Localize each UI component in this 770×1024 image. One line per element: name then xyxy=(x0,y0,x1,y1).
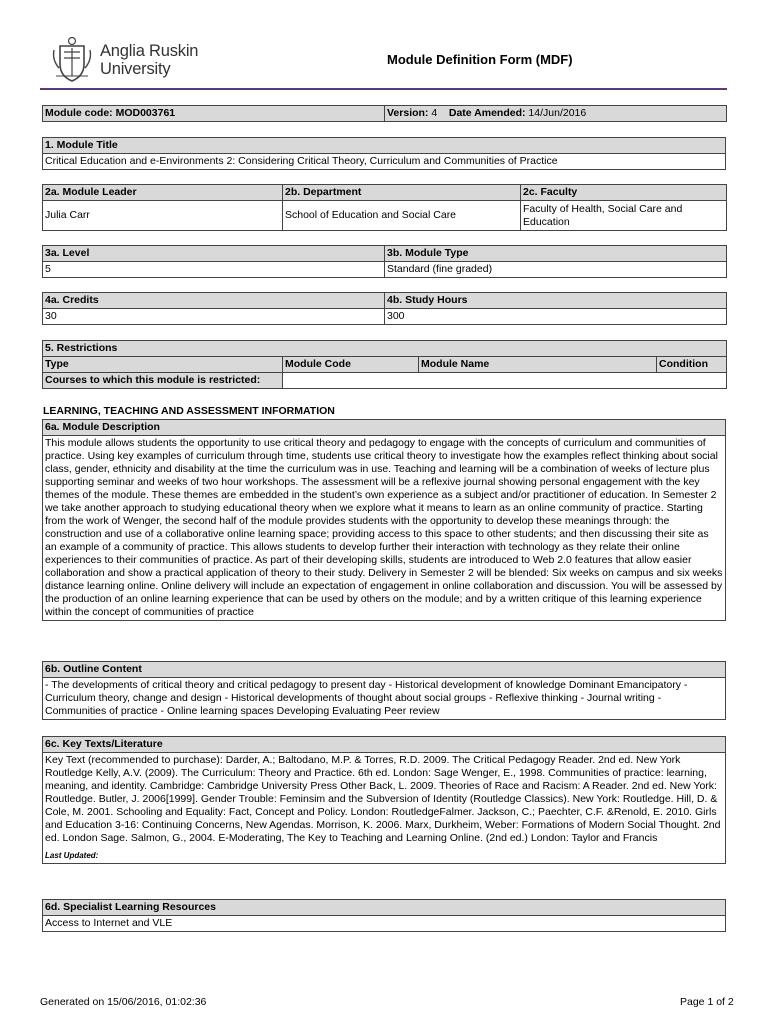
study-hours-value: 300 xyxy=(385,309,727,325)
level-heading: 3a. Level xyxy=(43,246,385,262)
generated-timestamp: Generated on 15/06/2016, 01:02:36 xyxy=(40,996,207,1008)
date-amended-value: 14/Jun/2016 xyxy=(528,107,587,119)
module-description-text: This module allows students the opportunity to use critical theory and pedagogy to engage with the concepts of curriculum and communities of practice. Using key examples of curriculum through time, students use critical theory to investigate how the examples reflect thinking about social class, gender, ethnicity and disability at the time the curriculum was in use. Teaching and learning will be a combination of weeks of lecture plus supporting seminar and weeks of two hour workshops. The assessment will be a reflexive journal showing personal engagement with the key themes of the module. These themes are embedded in the student’s own experience as a subject and/or practitioner of education. In Semester 2 we take another approach to studying educational theory when we explore what it means to learn as an online community of practice. Starting from the work of Wenger, the second half of the module provides students with the opportunity to develop these meanings through: the construction and use of a collaborative online learning space; providing access to this space to other students; and then discussing their site as an example of a community of practice. This allows students to develop further their interaction with technology as they relate their online experiences to their communities of practice. As part of their developing skills, students are introduced to Web 2.0 features that allow easier collaboration and show a practical application of theory to their study. Delivery in Semester 2 will be blended: Six weeks on campus and six weeks distance learning online. Online delivery will include an expectation of engagement in online collaboration and discussion. You will be assessed by the production of an online learning experience that can be used by others on the module; and by a written critique of this learning experience within the concept of communities of practice xyxy=(43,436,726,621)
version-label: Version: xyxy=(387,107,429,119)
module-leader-value: Julia Carr xyxy=(43,201,283,231)
module-title-table xyxy=(42,137,726,170)
outline-content-text: - The developments of critical theory and critical pedagogy to present day - Historical development of knowledge Dominant Emancipatory - Curriculum theory, change and design - Historical developments of thought about social groups - Reflexive thinking - Journal writing - Communities of practice - Online learning spaces Developing Evaluating Peer review xyxy=(43,678,726,720)
credits-table xyxy=(42,292,727,325)
header-divider xyxy=(40,88,727,90)
logo-line-2: University xyxy=(100,60,171,78)
module-code-value: MOD003761 xyxy=(115,107,176,119)
restrictions-col-name: Module Name xyxy=(419,357,657,373)
level-value: 5 xyxy=(43,262,385,278)
restrictions-heading: 5. Restrictions xyxy=(43,341,727,357)
date-amended-label: Date Amended: xyxy=(448,107,526,119)
module-leader-table xyxy=(42,184,727,231)
specialist-resources-table xyxy=(42,899,726,932)
department-value: School of Education and Social Care xyxy=(283,201,521,231)
outline-content-table xyxy=(42,661,726,720)
logo-wordmark xyxy=(100,42,198,78)
version-cell xyxy=(385,106,727,122)
restrictions-row-value xyxy=(283,373,727,389)
credits-heading: 4a. Credits xyxy=(43,293,385,309)
credits-value: 30 xyxy=(43,309,385,325)
department-heading: 2b. Department xyxy=(283,185,521,201)
module-description-table xyxy=(42,419,726,621)
restrictions-table xyxy=(42,340,727,389)
restrictions-col-code: Module Code xyxy=(283,357,419,373)
specialist-resources-text: Access to Internet and VLE xyxy=(43,916,726,932)
module-leader-heading: 2a. Module Leader xyxy=(43,185,283,201)
module-type-heading: 3b. Module Type xyxy=(385,246,727,262)
university-logo xyxy=(50,36,210,86)
lta-heading: LEARNING, TEACHING AND ASSESSMENT INFORMATION xyxy=(43,405,335,417)
restrictions-col-condition: Condition xyxy=(657,357,727,373)
module-code-table xyxy=(42,105,727,122)
version-value: 4 xyxy=(431,107,438,119)
study-hours-heading: 4b. Study Hours xyxy=(385,293,727,309)
level-table xyxy=(42,245,727,278)
logo-line-1: Anglia Ruskin xyxy=(100,42,199,60)
key-texts-text: Key Text (recommended to purchase): Darder, A.; Baltodano, M.P. & Torres, R.D. 2009. The Critical Pedagogy Reader. 2nd ed. New York Routledge Kelly, A.V. (2009). The Curriculum: Theory and Practice. 6th ed. London: Sage Wenger, E., 1998. Communities of practice: learning, meaning, and identity. Cambridge: Cambridge University Press Other Back, L. 2009. Theories of Race and Racism: A Reader. 2nd ed. New York: Routledge. Butler, J. 2006[1999]. Gender Trouble: Feminsim and the Subversion of Identity (Routledge Classics). New York: Routledge. Hill, D. & Cole, M. 2001. Schooling and Equality: Fact, Concept and Policy. London: RoutledgeFalmer. Jackson, C.; Paechter, C.F. &Renold, E. 2010. Girls and Education 3-16: Continuing Concerns, New Agendas. Morrison, K. 2006. Marx, Durkheim, Weber: Formations of Modern Social Thought. 2nd ed. London Sage. Salmon, G., 2004. E-Moderating, The Key to Teaching and Learning Online. (2nd ed.) London: Taylor and Francis xyxy=(45,754,721,844)
module-description-heading: 6a. Module Description xyxy=(43,420,726,436)
faculty-heading: 2c. Faculty xyxy=(521,185,727,201)
key-texts-cell xyxy=(43,753,726,864)
specialist-resources-heading: 6d. Specialist Learning Resources xyxy=(43,900,726,916)
key-texts-table xyxy=(42,736,726,864)
module-code-label: Module code: xyxy=(45,107,113,119)
key-texts-heading: 6c. Key Texts/Literature xyxy=(43,737,726,753)
outline-content-heading: 6b. Outline Content xyxy=(43,662,726,678)
crest-icon xyxy=(50,36,94,82)
faculty-value: Faculty of Health, Social Care and Education xyxy=(521,201,727,231)
page-number: Page 1 of 2 xyxy=(680,996,734,1008)
module-type-value: Standard (fine graded) xyxy=(385,262,727,278)
module-code-cell xyxy=(43,106,385,122)
restrictions-col-type: Type xyxy=(43,357,283,373)
restrictions-row-label: Courses to which this module is restricted: xyxy=(43,373,283,389)
last-updated-label: Last Updated: xyxy=(45,851,99,860)
module-title-heading: 1. Module Title xyxy=(43,138,726,154)
form-title: Module Definition Form (MDF) xyxy=(387,52,573,67)
module-title-value: Critical Education and e-Environments 2: Considering Critical Theory, Curriculum and Communities of Practice xyxy=(43,154,726,170)
